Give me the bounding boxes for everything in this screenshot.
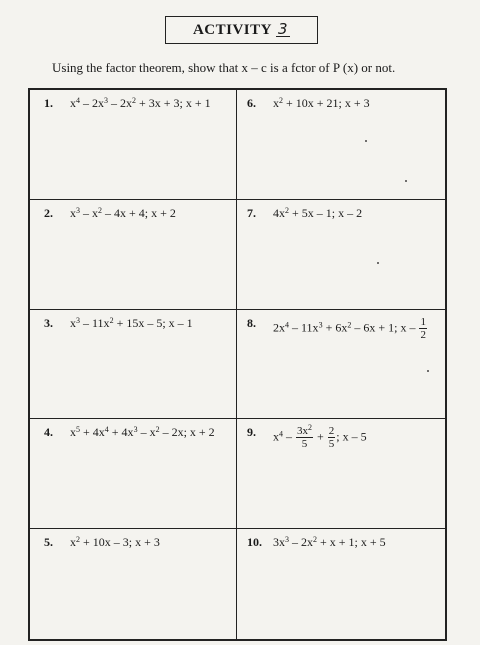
problem-expression: $x^4$ – $\frac{3x^2}{5}$ + $\frac{2}{5}$ ; x – 5 (273, 423, 367, 451)
problem-grid (28, 88, 447, 641)
problem-expression: $x^2 + 10x + 21$; x + 3 (273, 96, 370, 110)
problem-expression: $x^2 + 10x - 3$; x + 3 (70, 535, 160, 550)
problem-number: 1. (44, 96, 53, 110)
activity-title: ACTIVITY (192, 21, 272, 38)
problem-cell-6 (237, 90, 445, 200)
problem-cell-5 (30, 529, 237, 639)
problem-number: 5. (44, 535, 53, 550)
problem-cell-2 (30, 200, 237, 310)
problem-expression: $x^5 + 4x^4 + 4x^3 - x^2 - 2x$; x + 2 (70, 425, 215, 440)
problem-number: 3. (44, 315, 53, 330)
activity-number: 3 (277, 20, 289, 38)
problem-number: 7. (247, 205, 256, 220)
problem-expression: $x^3 - 11x^2 + 15x - 5$; x – 1 (70, 315, 193, 330)
problem-cell-7 (237, 200, 445, 310)
problem-cell-3 (30, 310, 237, 420)
problem-expression: $x^4 - 2x^3 - 2x^2 + 3x + 3$; x + 1 (70, 96, 211, 110)
pen-mark (405, 180, 407, 182)
problem-cell-8 (237, 310, 445, 420)
problem-expression: $2x^4 - 11x^3 + 6x^2 - 6x + 1$; x – $\frac{1}{2}$ (273, 315, 426, 341)
pen-mark (377, 262, 379, 264)
problem-cell-10 (237, 529, 445, 639)
problem-expression: $4x^2 + 5x - 1$; x – 2 (273, 205, 363, 220)
problem-number: 10. (247, 535, 262, 550)
problem-expression: $x^3 - x^2 - 4x + 4$; x + 2 (70, 205, 176, 220)
problem-number: 2. (44, 205, 53, 220)
pen-mark (427, 370, 429, 372)
problem-cell-9 (237, 419, 445, 529)
problem-number: 4. (44, 425, 53, 440)
problem-number: 8. (247, 315, 256, 330)
problem-number: 9. (247, 425, 256, 440)
instructions: Using the factor theorem, show that x – c is a fctor of P (x) or not. (52, 60, 396, 75)
activity-title-box (165, 16, 318, 44)
problem-number: 6. (247, 96, 256, 110)
pen-mark (365, 140, 367, 142)
problem-cell-1 (30, 90, 237, 200)
problem-expression: $3x^3 - 2x^2 + x + 1$; x + 5 (273, 535, 386, 550)
problem-cell-4 (30, 419, 237, 529)
